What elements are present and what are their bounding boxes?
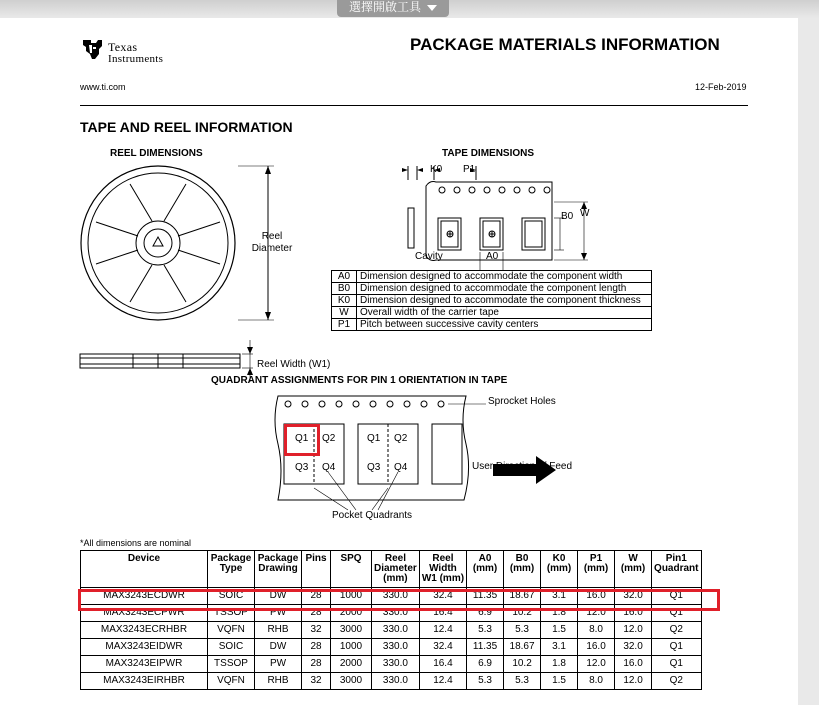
table-cell: TSSOP [208,605,255,622]
table-cell: Q2 [652,622,701,639]
table-cell: 330.0 [372,605,420,622]
table-cell: Q1 [652,656,701,673]
device-cell: MAX3243ECDWR [81,588,208,605]
table-header-cell: K0 (mm) [541,551,578,588]
legend-row [332,283,652,295]
table-cell: 28 [302,639,331,656]
legend-symbol: P1 [332,319,357,331]
table-cell: 12.0 [578,656,615,673]
table-cell: 12.0 [578,605,615,622]
table-cell: 32.4 [419,639,466,656]
table-cell: 11.35 [467,639,504,656]
table-header-cell: A0 (mm) [467,551,504,588]
table-cell: 1.8 [541,605,578,622]
device-cell: MAX3243EIPWR [81,656,208,673]
table-cell: 6.9 [467,605,504,622]
reel-width-label: Reel Width (W1) [257,359,331,370]
table-row [81,639,702,656]
q2-label: Q2 [322,433,336,444]
table-cell: Q1 [652,639,701,656]
legend-description: Dimension designed to accommodate the component thickness [357,295,652,307]
table-cell: Q1 [652,605,701,622]
q1-label: Q1 [295,433,309,444]
legend-symbol: W [332,307,357,319]
table-cell: 12.4 [419,673,466,690]
select-tool-label: 選擇開啟工具 [348,0,421,14]
table-cell: 1000 [331,639,372,656]
table-cell: 16.4 [419,605,466,622]
table-cell: DW [255,588,302,605]
table-cell: 32.0 [615,639,652,656]
table-cell: 2000 [331,605,372,622]
table-cell: 11.35 [467,588,504,605]
ti-logo-icon [80,36,106,62]
q4-label: Q4 [322,462,336,473]
legend-symbol: B0 [332,283,357,295]
table-header-cell: Pins [302,551,331,588]
table-cell: 330.0 [372,639,420,656]
legend-row [332,295,652,307]
device-cell: MAX3243ECRHBR [81,622,208,639]
q3-label-2: Q3 [367,462,381,473]
table-cell: VQFN [208,622,255,639]
table-cell: 32.0 [615,588,652,605]
row-highlight-box [78,589,720,611]
header-divider [80,105,748,106]
table-cell: 18.67 [504,588,541,605]
document-page [0,18,798,705]
table-cell: 28 [302,656,331,673]
table-cell: 32.4 [419,588,466,605]
chevron-down-icon [427,5,437,11]
table-row [81,673,702,690]
legend-row [332,271,652,283]
table-cell: 330.0 [372,673,420,690]
table-row [81,622,702,639]
k0-label: K0 [430,164,443,175]
table-cell: 12.0 [615,622,652,639]
table-cell: 16.4 [419,656,466,673]
legend-row [332,319,652,331]
tape-title: TAPE DIMENSIONS [442,148,535,159]
device-cell: MAX3243ECPWR [81,605,208,622]
table-cell: 28 [302,605,331,622]
table-cell: Q2 [652,673,701,690]
table-cell: 330.0 [372,656,420,673]
table-cell: 12.0 [615,673,652,690]
table-cell: 12.4 [419,622,466,639]
table-cell: Q1 [652,588,701,605]
table-header-cell: P1 (mm) [578,551,615,588]
table-header-cell: B0 (mm) [504,551,541,588]
legend-symbol: A0 [332,271,357,283]
device-cell: MAX3243EIDWR [81,639,208,656]
table-cell: 1.5 [541,673,578,690]
reel-title: REEL DIMENSIONS [110,148,203,159]
feed-direction-label: User Direction of Feed [472,461,573,472]
q3-label: Q3 [295,462,309,473]
table-cell: 330.0 [372,588,420,605]
dimensions-table [80,550,702,690]
table-cell: 16.0 [578,639,615,656]
table-cell: SOIC [208,639,255,656]
quadrant-title: QUADRANT ASSIGNMENTS FOR PIN 1 ORIENTATION IN TAPE [211,375,508,386]
p1-label: P1 [463,164,476,175]
table-header-cell: Package Type [208,551,255,588]
dimensions-note: *All dimensions are nominal [80,538,192,548]
table-cell: 3.1 [541,588,578,605]
table-header-cell: Reel Width W1 (mm) [419,551,466,588]
device-cell: MAX3243EIRHBR [81,673,208,690]
table-cell: 1.8 [541,656,578,673]
table-cell: 1.5 [541,622,578,639]
table-cell: 2000 [331,656,372,673]
table-header-cell: W (mm) [615,551,652,588]
page-title: PACKAGE MATERIALS INFORMATION [410,35,720,54]
table-cell: 18.67 [504,639,541,656]
q1-highlight-box [284,424,320,456]
q2-label-2: Q2 [394,433,408,444]
table-cell: 5.3 [467,622,504,639]
table-cell: 6.9 [467,656,504,673]
a0-label: A0 [486,251,499,262]
table-cell: 10.2 [504,605,541,622]
table-cell: RHB [255,673,302,690]
table-cell: 16.0 [578,588,615,605]
tape-legend-table [331,270,652,331]
table-cell: 16.0 [615,656,652,673]
sprocket-holes-label: Sprocket Holes [488,396,556,407]
table-cell: 5.3 [467,673,504,690]
table-cell: 330.0 [372,622,420,639]
reel-diameter-label-2: Diameter [251,243,293,254]
logo-text-line2: Instruments [108,53,164,65]
quadrant-diagram [268,390,598,530]
table-cell: DW [255,639,302,656]
cavity-label: Cavity [415,251,443,262]
table-header-cell: Reel Diameter (mm) [372,551,420,588]
legend-description: Pitch between successive cavity centers [357,319,652,331]
table-header-cell: Package Drawing [255,551,302,588]
table-cell: 1000 [331,588,372,605]
website-link[interactable]: www.ti.com [80,82,126,92]
table-cell: 5.3 [504,673,541,690]
table-cell: 32 [302,673,331,690]
table-cell: PW [255,656,302,673]
table-header-cell: Device [81,551,208,588]
table-cell: 8.0 [578,622,615,639]
logo-text-line1: Texas [108,40,138,54]
table-cell: 5.3 [504,622,541,639]
table-header-cell: SPQ [331,551,372,588]
viewer-gutter [798,18,819,705]
b0-label: B0 [561,211,574,222]
q4-label-2: Q4 [394,462,408,473]
table-header-row [81,551,702,588]
table-cell: VQFN [208,673,255,690]
select-tool-button[interactable] [337,0,449,17]
table-cell: 8.0 [578,673,615,690]
table-cell: 3.1 [541,639,578,656]
q1-label-2: Q1 [367,433,381,444]
reel-diameter-label-1: Reel [261,231,283,242]
date-label: 12-Feb-2019 [695,82,747,92]
table-header-cell: Pin1 Quadrant [652,551,701,588]
table-cell: TSSOP [208,656,255,673]
table-cell: 32 [302,622,331,639]
legend-row [332,307,652,319]
table-cell: PW [255,605,302,622]
table-cell: 3000 [331,673,372,690]
table-cell: 28 [302,588,331,605]
table-cell: 16.0 [615,605,652,622]
table-cell: 3000 [331,622,372,639]
legend-symbol: K0 [332,295,357,307]
w-label: W [580,208,590,219]
table-cell: 10.2 [504,656,541,673]
section-title: TAPE AND REEL INFORMATION [80,119,293,135]
table-cell: SOIC [208,588,255,605]
table-cell: RHB [255,622,302,639]
legend-description: Dimension designed to accommodate the component width [357,271,652,283]
table-row [81,656,702,673]
reel-diagram [78,158,308,383]
legend-description: Overall width of the carrier tape [357,307,652,319]
legend-description: Dimension designed to accommodate the component length [357,283,652,295]
pocket-quadrants-label: Pocket Quadrants [332,510,413,521]
